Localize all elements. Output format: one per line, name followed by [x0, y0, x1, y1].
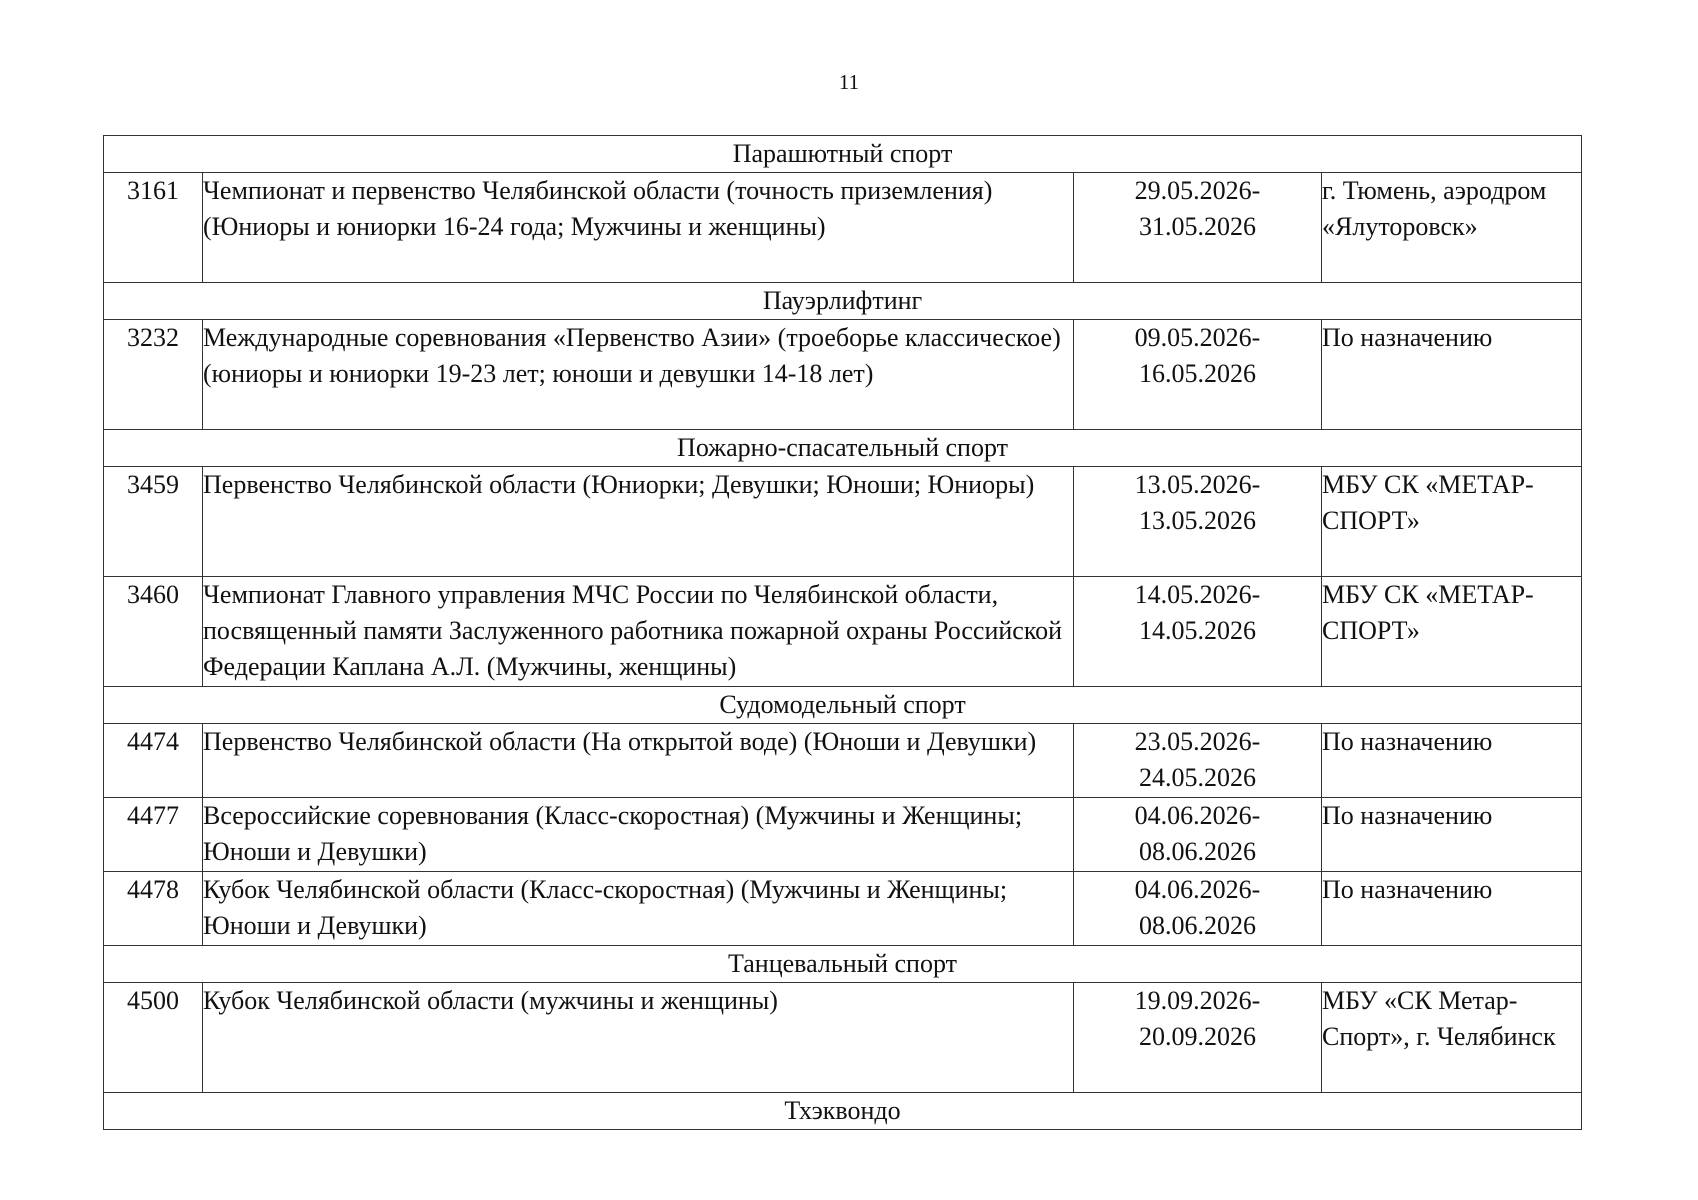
- event-number: 4474: [104, 724, 203, 798]
- event-number: 4477: [104, 798, 203, 872]
- event-place: МБУ СК «МЕТАР-СПОРТ»: [1322, 467, 1582, 577]
- event-place: По назначению: [1322, 724, 1582, 798]
- section-header-row: [104, 687, 1582, 724]
- event-name: Первенство Челябинской области (На открытой воде) (Юноши и Девушки): [203, 724, 1074, 798]
- event-dates: [1074, 577, 1322, 687]
- date-end: 20.09.2026: [1139, 1022, 1256, 1051]
- event-place: По назначению: [1322, 872, 1582, 946]
- event-dates: [1074, 983, 1322, 1093]
- event-name: Первенство Челябинской области (Юниорки; Девушки; Юноши; Юниоры): [203, 467, 1074, 577]
- section-title: Тхэквондо: [104, 1093, 1582, 1130]
- event-name: Международные соревнования «Первенство Азии» (троеборье классическое) (юниоры и юниорки 19-23 лет; юноши и девушки 14-18 лет): [203, 320, 1074, 430]
- date-end: 08.06.2026: [1139, 837, 1256, 866]
- event-number: 4500: [104, 983, 203, 1093]
- event-row: [104, 983, 1582, 1093]
- date-start: 09.05.2026-: [1134, 323, 1261, 352]
- events-table: [103, 135, 1582, 1130]
- event-row: [104, 467, 1582, 577]
- section-header-row: [104, 946, 1582, 983]
- date-end: 16.05.2026: [1139, 359, 1256, 388]
- event-row: [104, 320, 1582, 430]
- event-place: По назначению: [1322, 798, 1582, 872]
- event-dates: [1074, 724, 1322, 798]
- event-dates: [1074, 798, 1322, 872]
- event-place: МБУ «СК Метар-Спорт», г. Челябинск: [1322, 983, 1582, 1093]
- event-name: Кубок Челябинской области (мужчины и женщины): [203, 983, 1074, 1093]
- date-start: 14.05.2026-: [1134, 580, 1261, 609]
- event-row: [104, 872, 1582, 946]
- date-start: 29.05.2026-: [1134, 176, 1261, 205]
- event-place: МБУ СК «МЕТАР-СПОРТ»: [1322, 577, 1582, 687]
- section-title: Пауэрлифтинг: [104, 283, 1582, 320]
- event-number: 3459: [104, 467, 203, 577]
- page-number: 11: [838, 70, 860, 94]
- event-dates: [1074, 320, 1322, 430]
- event-row: [104, 173, 1582, 283]
- event-number: 3460: [104, 577, 203, 687]
- date-end: 14.05.2026: [1139, 616, 1256, 645]
- section-title: Пожарно-спасательный спорт: [104, 430, 1582, 467]
- date-end: 31.05.2026: [1139, 212, 1256, 241]
- event-dates: [1074, 872, 1322, 946]
- event-name: Кубок Челябинской области (Класс-скоростная) (Мужчины и Женщины; Юноши и Девушки): [203, 872, 1074, 946]
- date-start: 19.09.2026-: [1134, 986, 1261, 1015]
- date-end: 13.05.2026: [1139, 506, 1256, 535]
- event-name: Чемпионат Главного управления МЧС России по Челябинской области, посвященный памяти Заслуженного работника пожарной охраны Российской Федерации Каплана А.Л. (Мужчины, женщины): [203, 577, 1074, 687]
- event-dates: [1074, 467, 1322, 577]
- date-end: 08.06.2026: [1139, 911, 1256, 940]
- section-title: Танцевальный спорт: [104, 946, 1582, 983]
- event-number: 3232: [104, 320, 203, 430]
- date-start: 04.06.2026-: [1134, 801, 1261, 830]
- section-header-row: [104, 136, 1582, 173]
- event-row: [104, 577, 1582, 687]
- section-title: Судомодельный спорт: [104, 687, 1582, 724]
- event-row: [104, 724, 1582, 798]
- section-header-row: [104, 1093, 1582, 1130]
- event-name: Чемпионат и первенство Челябинской области (точность приземления) (Юниоры и юниорки 16-24 года; Мужчины и женщины): [203, 173, 1074, 283]
- event-number: 4478: [104, 872, 203, 946]
- event-place: По назначению: [1322, 320, 1582, 430]
- event-row: [104, 798, 1582, 872]
- date-start: 04.06.2026-: [1134, 875, 1261, 904]
- event-place: г. Тюмень, аэродром «Ялуторовск»: [1322, 173, 1582, 283]
- event-name: Всероссийские соревнования (Класс-скоростная) (Мужчины и Женщины; Юноши и Девушки): [203, 798, 1074, 872]
- section-header-row: [104, 283, 1582, 320]
- date-end: 24.05.2026: [1139, 763, 1256, 792]
- event-dates: [1074, 173, 1322, 283]
- event-number: 3161: [104, 173, 203, 283]
- date-start: 23.05.2026-: [1134, 727, 1261, 756]
- section-title: Парашютный спорт: [104, 136, 1582, 173]
- date-start: 13.05.2026-: [1134, 470, 1261, 499]
- section-header-row: [104, 430, 1582, 467]
